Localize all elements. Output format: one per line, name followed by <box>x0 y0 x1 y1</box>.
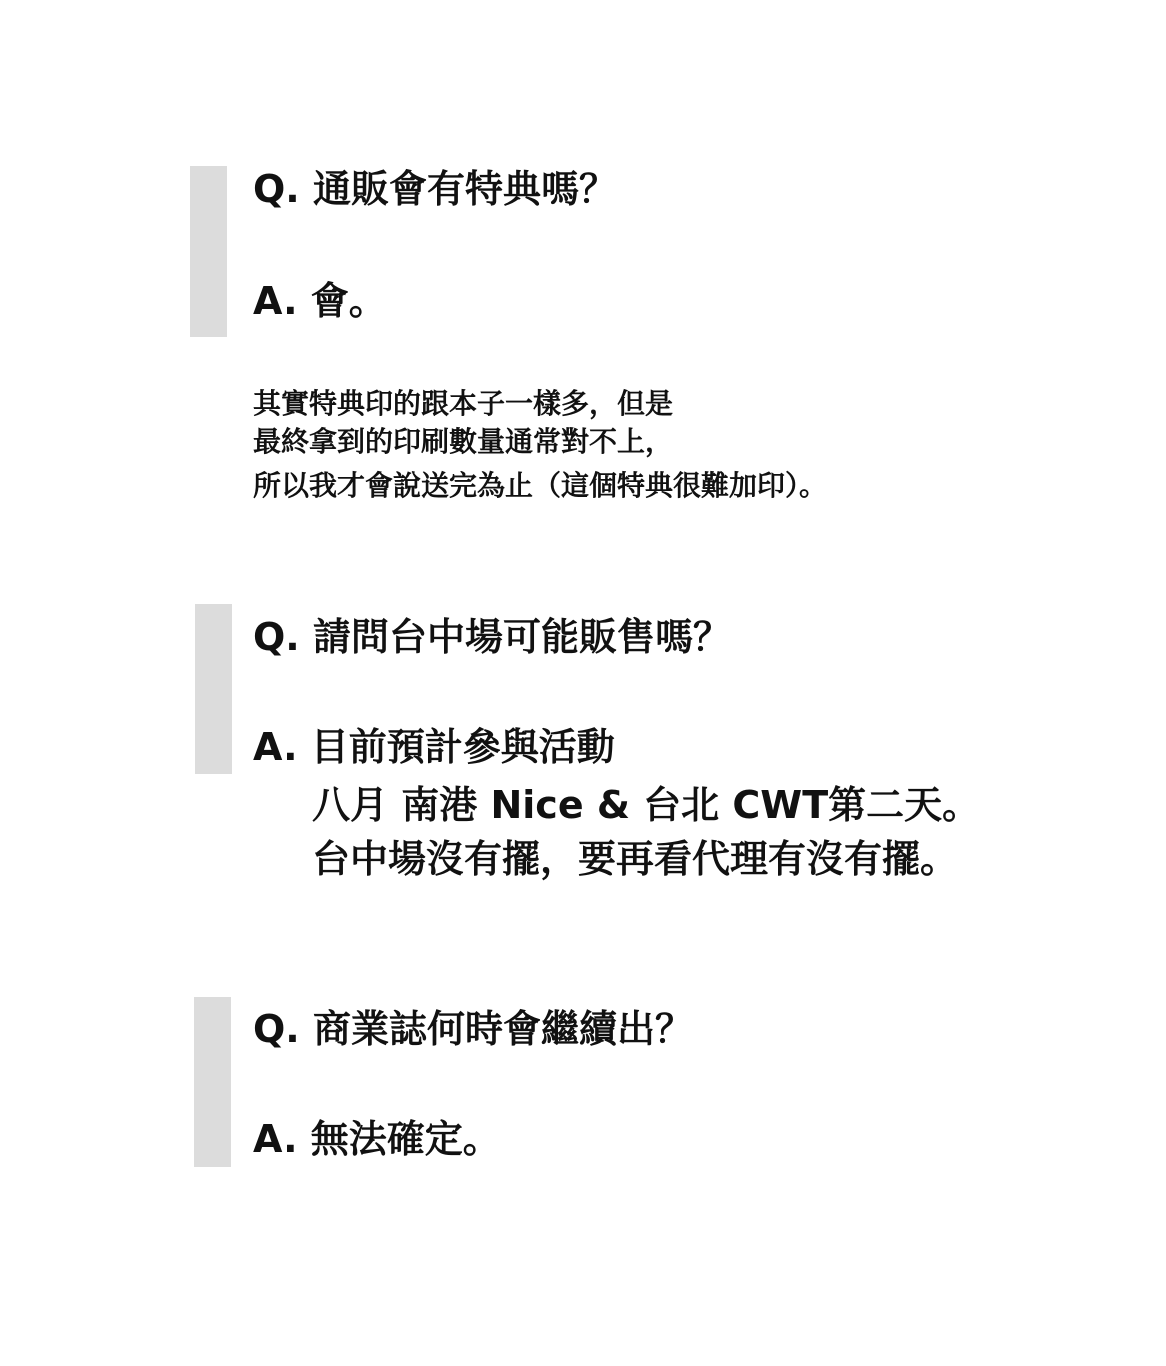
answer-1: A. 會。 <box>253 279 387 323</box>
question-3: Q. 商業誌何時會繼續出？ <box>253 1007 693 1051</box>
note-line-3: 所以我才會說送完為止（這個特典很難加印）。 <box>253 469 828 502</box>
answer-3: A. 無法確定。 <box>253 1117 501 1161</box>
answer-2-line-2: 台中場沒有擺，要再看代理有沒有擺。 <box>312 837 959 881</box>
question-2: Q. 請問台中場可能販售嗎？ <box>253 615 731 659</box>
note-line-1: 其實特典印的跟本子一樣多，但是 <box>253 387 674 420</box>
note-line-2: 最終拿到的印刷數量通常對不上， <box>253 425 674 458</box>
quote-bar-2 <box>195 604 232 774</box>
quote-bar-1 <box>190 166 227 337</box>
answer-2-line-1: 八月 南港 Nice & 台北 CWT第二天。 <box>312 783 981 827</box>
answer-2: A. 目前預計參與活動 <box>253 725 615 769</box>
quote-bar-3 <box>194 997 231 1167</box>
question-1: Q. 通販會有特典嗎？ <box>253 167 617 211</box>
